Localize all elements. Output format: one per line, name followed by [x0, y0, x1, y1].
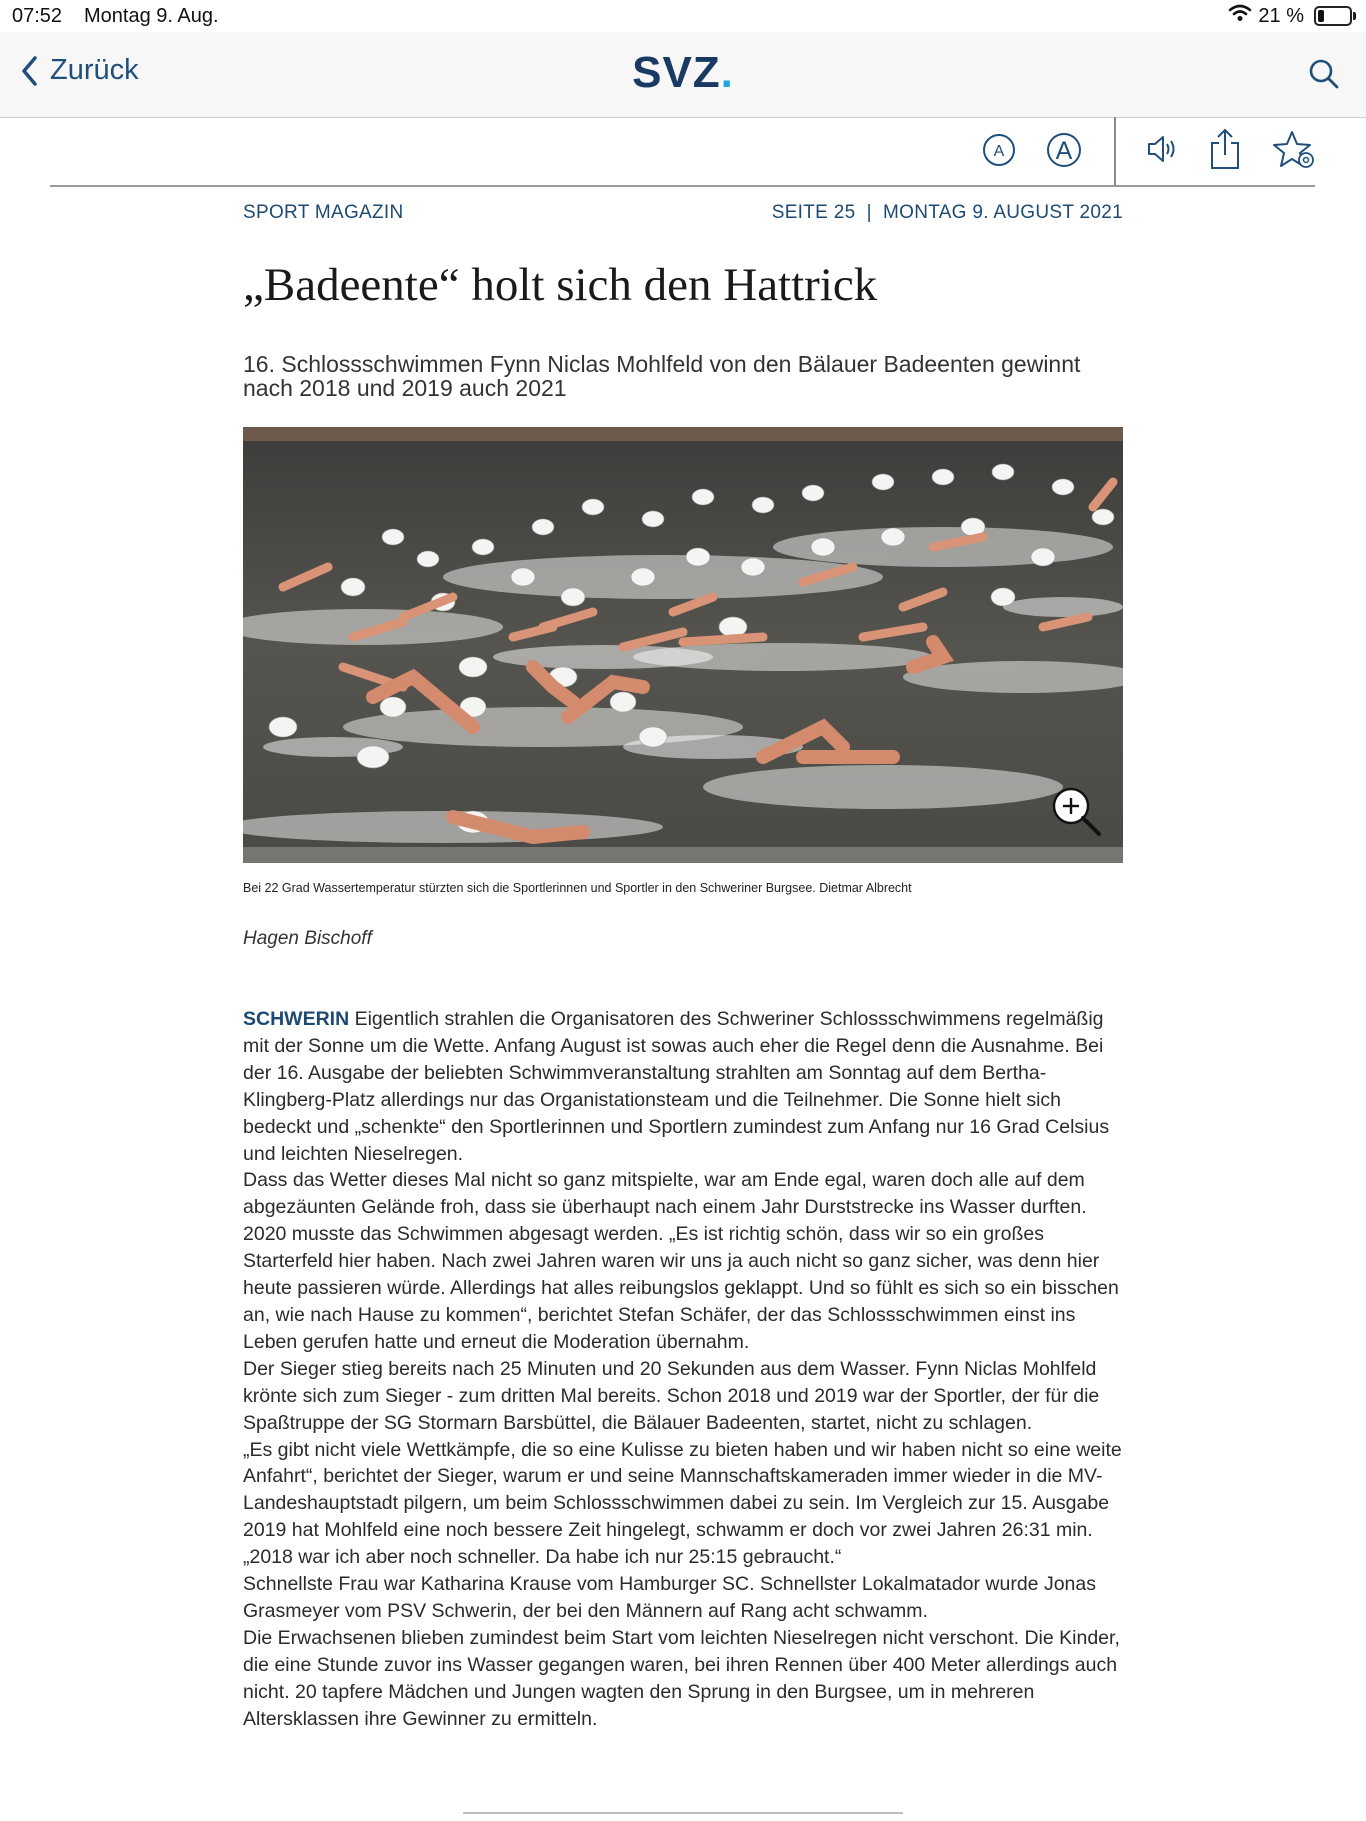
svg-text:A: A	[1055, 137, 1073, 165]
nav-bar	[0, 32, 1366, 118]
subheadline: 16. Schlossschwimmen Fynn Niclas Mohlfeld von den Bälauer Badeenten gewinnt nach 2018 und 2019 auch 2021	[243, 351, 1081, 401]
article-toolbar	[50, 117, 1315, 187]
logo-dot: .	[720, 48, 734, 97]
zoom-in-icon	[1051, 786, 1103, 838]
photo-caption: Bei 22 Grad Wassertemperatur stürzten sich die Sportlerinnen und Sportler in den Schweriner Burgsee. Dietmar Albrecht	[243, 881, 912, 895]
page-info: SEITE 25 | MONTAG 9. AUGUST 2021	[771, 202, 1123, 223]
status-bar	[0, 0, 1366, 32]
bottom-divider	[463, 1812, 903, 1814]
paragraph: „Es gibt nicht viele Wettkämpfe, die so eine Kulisse zu bieten haben und wir haben nicht so eine weite Anfahrt“, berichtet der Sieger, warum er und seine Mannschaftskameraden immer wieder in die MV-Landeshauptstadt pilgern, um beim Schlossschwimmen dabei zu sein. Im Vergleich zur 15. Ausgabe 2019 hat Mohlfeld eine noch bessere Zeit hingelegt, schwamm er doch vor zwei Jahren 26:31 min. „2018 war ich aber noch schneller. Da habe ich nur 25:15 gebraucht.“	[243, 1438, 1122, 1569]
logo-text: SVZ	[632, 48, 721, 97]
share-button[interactable]	[1208, 127, 1242, 176]
bookmark-star-icon	[1272, 129, 1316, 171]
section-label: SPORT MAGAZIN	[243, 202, 404, 223]
battery-fill	[1318, 10, 1324, 22]
status-date: Montag 9. Aug.	[84, 5, 219, 27]
battery-percent: 21 %	[1258, 4, 1304, 27]
back-label: Zurück	[50, 54, 139, 86]
article-body	[243, 1006, 1123, 1732]
toolbar-divider	[1114, 117, 1116, 185]
paragraph: Die Erwachsenen blieben zumindest beim Start vom leichten Nieselregen nicht verschont. Die Kinder, die eine Stunde zuvor ins Wasser gegangen waren, bei ihren Rennen über 400 Meter allerdings auch nicht. 20 tapfere Mädchen und Jungen wagten den Sprung in den Burgsee, um in mehreren Altersklassen ihre Gewinner zu ermitteln.	[243, 1626, 1120, 1730]
read-aloud-button[interactable]	[1146, 131, 1180, 172]
status-right	[1228, 4, 1352, 28]
font-large-icon	[1044, 131, 1084, 171]
dateline: SCHWERIN	[243, 1008, 350, 1030]
article-photo[interactable]	[243, 427, 1123, 863]
svg-text:A: A	[993, 143, 1005, 160]
paragraph: Schnellste Frau war Katharina Krause vom Hamburger SC. Schnellster Lokalmatador wurde Jonas Grasmeyer vom PSV Schwerin, der bei den Männern auf Rang acht schwamm.	[243, 1573, 1096, 1622]
bookmark-button[interactable]	[1272, 129, 1316, 176]
search-button[interactable]	[1308, 58, 1340, 95]
swimmers-photo	[243, 427, 1123, 863]
headline: „Badeente“ holt sich den Hattrick	[243, 259, 878, 311]
author-byline: Hagen Bischoff	[243, 928, 372, 949]
wifi-icon	[1228, 4, 1252, 28]
paragraph: Dass das Wetter dieses Mal nicht so ganz mitspielte, war am Ende egal, waren doch alle auf dem abgezäunten Gelände froh, dass sie überhaupt nach einem Jahr Durststrecke ins Wasser durften. 2020 musste das Schwimmen abgesagt werden. „Es ist richtig schön, dass wir so ein großes Starterfeld hier haben. Nach zwei Jahren waren wir uns ja auch nicht so ganz sicher, was denn hier heute passieren würde. Allerdings hat alles reibungslos geklappt. Und so fühlt es sich so ein bisschen an, wie nach Hause zu kommen“, berichtet Stefan Schäfer, der das Schlossschwimmen einst ins Leben gerufen hatte und erneut die Moderation übernahm.	[243, 1169, 1119, 1353]
font-small-icon	[980, 131, 1018, 169]
search-icon	[1308, 58, 1340, 90]
paragraph: Der Sieger stieg bereits nach 25 Minuten und 20 Sekunden aus dem Wasser. Fynn Niclas Mohlfeld krönte sich zum Sieger - zum dritten Mal bereits. Schon 2018 und 2019 war der Sportler, der für die Spaßtruppe der SG Stormarn Barsbüttel, die Bälauer Badeenten, startet, nicht zu schlagen.	[243, 1357, 1100, 1434]
font-large-button[interactable]	[1044, 131, 1084, 176]
paragraph	[243, 1006, 1123, 1167]
font-small-button[interactable]	[980, 131, 1018, 174]
battery-icon	[1314, 6, 1352, 26]
paragraph-text: Eigentlich strahlen die Organisatoren des Schweriner Schlossschwimmens regelmäßig mit der Sonne um die Wette. Anfang August ist sowas auch eher die Regel denn die Ausnahme. Bei der 16. Ausgabe der beliebten Schwimmveranstaltung strahlten am Sonntag auf dem Bertha-Klingberg-Platz allerdings nur das Organistationsteam und die Teilnehmer. Die Sonne hielt sich bedeckt und „schenkte“ den Sportlerinnen und Sportlern zumindest zum Anfang nur 16 Grad Celsius und leichten Nieselregen.	[243, 1008, 1110, 1165]
zoom-button[interactable]	[1051, 786, 1103, 843]
speaker-icon	[1146, 131, 1180, 167]
share-icon	[1208, 127, 1242, 171]
article-meta	[243, 198, 1123, 228]
status-time: 07:52	[12, 5, 63, 27]
svz-logo	[0, 48, 1366, 98]
